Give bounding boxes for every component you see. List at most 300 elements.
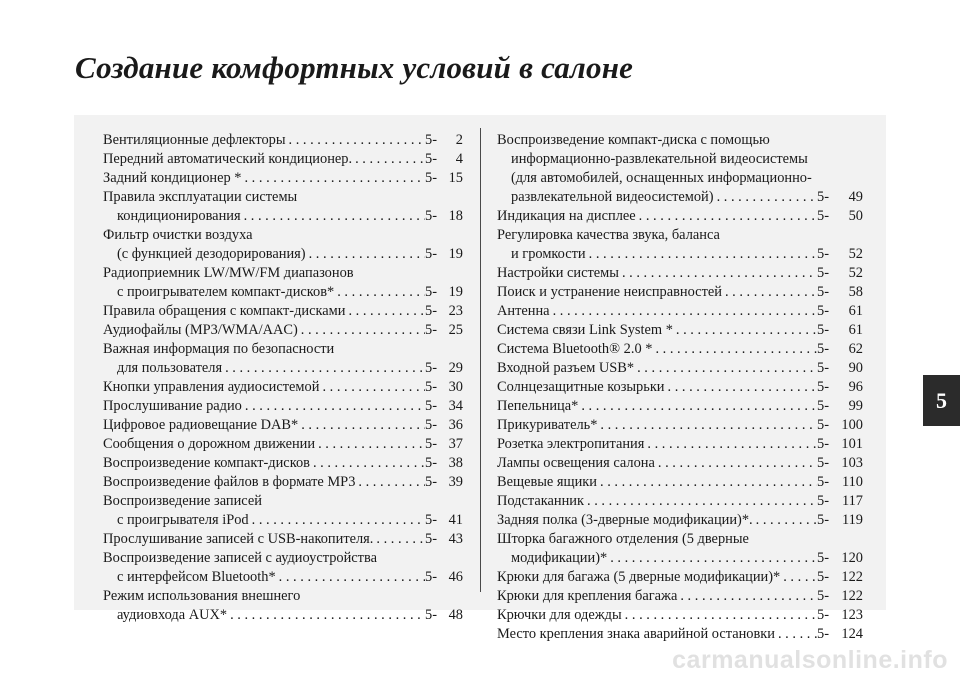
dot-leader	[319, 378, 425, 397]
toc-entry-title: Цифровое радиовещание DAB*	[103, 417, 299, 433]
chapter-prefix: 5-	[425, 322, 437, 338]
chapter-prefix: 5-	[817, 417, 829, 433]
page-number: 110	[841, 474, 863, 490]
toc-entry-title: Вентиляционные дефлекторы	[103, 132, 286, 148]
toc-entry-title: аудиовхода AUX*	[117, 607, 228, 623]
page-number: 41	[448, 512, 463, 528]
dot-leader	[597, 473, 817, 492]
page-reference	[425, 454, 463, 473]
toc-entry-title: Входной разъем USB*	[497, 360, 635, 376]
page-reference	[425, 473, 463, 492]
dot-leader	[222, 359, 425, 378]
toc-entry-line	[103, 587, 463, 606]
toc-entry-line	[497, 359, 863, 378]
page-reference	[425, 568, 463, 587]
toc-entry-line	[497, 150, 863, 169]
chapter-prefix: 5-	[425, 569, 437, 585]
toc-entry[interactable]	[497, 530, 863, 568]
page-number: 39	[448, 474, 463, 490]
toc-entry-title: Солнцезащитные козырьки	[497, 379, 665, 395]
dot-leader	[780, 568, 817, 587]
toc-entry-title: Прослушивание записей с USB-накопителя.	[103, 531, 374, 547]
chapter-prefix: 5-	[425, 360, 437, 376]
toc-entry-line	[497, 568, 863, 587]
toc-entry-title: Подстаканник	[497, 493, 584, 509]
chapter-prefix: 5-	[817, 303, 829, 319]
dot-leader	[607, 549, 817, 568]
dot-leader	[550, 302, 817, 321]
page-number: 18	[448, 208, 463, 224]
page-reference	[425, 321, 463, 340]
dot-leader	[619, 264, 817, 283]
watermark: carmanualsonline.info	[672, 646, 948, 674]
page-number: 19	[448, 246, 463, 262]
toc-entry-line	[103, 245, 463, 264]
toc-entry-title: с проигрывателем компакт-дисков*	[117, 284, 335, 300]
page-number: 58	[848, 284, 863, 300]
page-number: 101	[841, 436, 863, 452]
toc-entry-line	[103, 359, 463, 378]
page-number: 30	[448, 379, 463, 395]
page-number: 4	[455, 151, 463, 167]
toc-entry-title: Регулировка качества звука, баланса	[497, 227, 720, 243]
page-reference	[425, 435, 463, 454]
toc-entry-line	[497, 321, 863, 340]
toc-entry-line	[103, 321, 463, 340]
toc-entry-title: Фильтр очистки воздуха	[103, 227, 253, 243]
dot-leader	[622, 606, 817, 625]
toc-entry[interactable]	[103, 150, 463, 169]
toc-entry-title: Кнопки управления аудиосистемой	[103, 379, 320, 395]
toc-entry[interactable]	[103, 492, 463, 530]
toc-entry[interactable]	[497, 587, 863, 606]
toc-entry[interactable]	[497, 207, 863, 226]
chapter-prefix: 5-	[425, 436, 437, 452]
toc-entry-line	[497, 397, 863, 416]
toc-entry-line	[497, 530, 863, 549]
dot-leader	[249, 511, 425, 530]
toc-entry-line	[497, 416, 863, 435]
page-reference	[817, 568, 863, 587]
page-number: 120	[841, 550, 863, 566]
dot-leader	[665, 378, 817, 397]
page-number: 50	[848, 208, 863, 224]
dot-leader	[241, 169, 425, 188]
toc-entry-line	[103, 416, 463, 435]
page-reference	[425, 530, 463, 549]
toc-entry-title: Задний кондиционер *	[103, 170, 242, 186]
dot-leader	[286, 131, 425, 150]
toc-entry-line	[497, 188, 863, 207]
toc-entry-line	[103, 378, 463, 397]
chapter-prefix: 5-	[817, 588, 829, 604]
dot-leader	[345, 302, 425, 321]
toc-entry-line	[497, 435, 863, 454]
toc-entry-line	[497, 587, 863, 606]
toc-entry-title: Передний автоматический кондиционер.	[103, 151, 353, 167]
dot-leader	[634, 359, 817, 378]
toc-entry[interactable]	[497, 131, 863, 207]
toc-entry-line	[497, 226, 863, 245]
page-number: 61	[848, 303, 863, 319]
toc-entry-title: Прикуриватель*	[497, 417, 598, 433]
dot-leader	[227, 606, 425, 625]
toc-entry[interactable]	[497, 454, 863, 473]
toc-entry-title: (с функцией дезодорирования)	[117, 246, 306, 262]
page-number: 36	[448, 417, 463, 433]
chapter-prefix: 5-	[425, 208, 437, 224]
chapter-prefix: 5-	[817, 474, 829, 490]
page-reference	[817, 473, 863, 492]
toc-entry-line	[103, 302, 463, 321]
chapter-prefix: 5-	[425, 303, 437, 319]
contents-right-column	[497, 131, 863, 644]
toc-entry-title: Правила эксплуатации системы	[103, 189, 298, 205]
dot-leader	[306, 245, 425, 264]
dot-leader	[652, 340, 817, 359]
toc-entry-title: информационно-развлекательной видеосистемы	[511, 151, 808, 167]
toc-entry[interactable]	[497, 492, 863, 511]
toc-entry[interactable]	[103, 264, 463, 302]
page-reference	[817, 283, 863, 302]
toc-entry[interactable]	[103, 549, 463, 587]
toc-entry[interactable]	[497, 606, 863, 625]
dot-leader	[636, 207, 817, 226]
toc-entry-title: Поиск и устранение неисправностей	[497, 284, 722, 300]
chapter-prefix: 5-	[425, 246, 437, 262]
dot-leader	[586, 245, 817, 264]
page-reference	[817, 188, 863, 207]
dot-leader	[355, 473, 425, 492]
toc-entry-line	[103, 169, 463, 188]
page-number: 49	[848, 189, 863, 205]
chapter-prefix: 5-	[817, 398, 829, 414]
page-reference	[817, 435, 863, 454]
toc-entry-title: Розетка электропитания	[497, 436, 645, 452]
chapter-prefix: 5-	[425, 607, 437, 623]
toc-entry-line	[103, 283, 463, 302]
dot-leader	[584, 492, 817, 511]
page-number: 103	[841, 455, 863, 471]
page-number: 90	[848, 360, 863, 376]
toc-entry-title: Система Bluetooth® 2.0 *	[497, 341, 653, 357]
dot-leader	[315, 435, 425, 454]
page-title: Создание комфортных условий в салоне	[75, 50, 634, 85]
dot-leader	[373, 530, 425, 549]
page-reference	[425, 359, 463, 378]
toc-entry-line	[497, 549, 863, 568]
toc-entry-line	[103, 454, 463, 473]
toc-entry-title: Пепельница*	[497, 398, 579, 414]
page-reference	[817, 397, 863, 416]
toc-entry-line	[103, 207, 463, 226]
toc-entry-title: развлекательной видеосистемой)	[511, 189, 714, 205]
page-reference	[425, 606, 463, 625]
dot-leader	[644, 435, 817, 454]
dot-leader	[242, 397, 425, 416]
toc-entry-line	[497, 169, 863, 188]
chapter-prefix: 5-	[425, 512, 437, 528]
page-reference	[817, 378, 863, 397]
page-number: 46	[448, 569, 463, 585]
chapter-prefix: 5-	[817, 360, 829, 376]
toc-entry-line	[497, 283, 863, 302]
toc-entry[interactable]	[103, 416, 463, 435]
toc-entry[interactable]	[497, 625, 863, 644]
page-reference	[425, 131, 463, 150]
chapter-prefix: 5-	[817, 322, 829, 338]
toc-entry[interactable]	[103, 321, 463, 340]
toc-entry-title: Крюки для крепления багажа	[497, 588, 678, 604]
toc-entry[interactable]	[103, 473, 463, 492]
chapter-prefix: 5-	[425, 398, 437, 414]
toc-entry-title: Прослушивание радио	[103, 398, 242, 414]
chapter-prefix: 5-	[425, 284, 437, 300]
dot-leader	[241, 207, 425, 226]
dot-leader	[298, 321, 425, 340]
page-number: 52	[848, 246, 863, 262]
toc-entry-line	[497, 302, 863, 321]
page-reference	[425, 283, 463, 302]
toc-entry[interactable]	[103, 435, 463, 454]
chapter-prefix: 5-	[817, 607, 829, 623]
toc-entry-line	[497, 340, 863, 359]
dot-leader	[655, 454, 817, 473]
toc-entry[interactable]	[497, 378, 863, 397]
toc-entry-line	[103, 549, 463, 568]
page-number: 34	[448, 398, 463, 414]
page-number: 99	[848, 398, 863, 414]
toc-entry-line	[497, 625, 863, 644]
toc-entry[interactable]	[103, 169, 463, 188]
toc-entry-line	[497, 245, 863, 264]
toc-entry-title: Аудиофайлы (MP3/WMA/AAC)	[103, 322, 298, 338]
page-reference	[425, 378, 463, 397]
toc-entry-title: Воспроизведение компакт-дисков	[103, 455, 310, 471]
chapter-prefix: 5-	[425, 417, 437, 433]
page-reference	[425, 245, 463, 264]
toc-entry-line	[497, 473, 863, 492]
toc-entry-title: кондиционирования	[117, 208, 241, 224]
chapter-prefix: 5-	[817, 341, 829, 357]
page-reference	[817, 454, 863, 473]
toc-entry-title: Правила обращения с компакт-дисками	[103, 303, 346, 319]
toc-entry[interactable]	[497, 568, 863, 587]
toc-entry[interactable]	[497, 511, 863, 530]
toc-entry[interactable]	[497, 473, 863, 492]
toc-entry-line	[103, 150, 463, 169]
page-reference	[817, 302, 863, 321]
page-reference	[817, 587, 863, 606]
chapter-tab[interactable]: 5	[923, 375, 960, 426]
chapter-prefix: 5-	[817, 493, 829, 509]
toc-entry[interactable]	[103, 340, 463, 378]
toc-entry-title: для пользователя	[117, 360, 223, 376]
toc-entry-line	[497, 378, 863, 397]
toc-entry-title: с проигрывателя iPod	[117, 512, 249, 528]
toc-entry[interactable]	[103, 530, 463, 549]
toc-entry[interactable]	[497, 397, 863, 416]
dot-leader	[677, 587, 817, 606]
dot-leader	[722, 283, 817, 302]
toc-entry-line	[103, 188, 463, 207]
toc-entry-title: Важная информация по безопасности	[103, 341, 335, 357]
page-reference	[817, 492, 863, 511]
page-reference	[425, 511, 463, 530]
chapter-prefix: 5-	[817, 208, 829, 224]
dot-leader	[753, 511, 817, 530]
toc-entry[interactable]	[497, 264, 863, 283]
toc-entry-line	[103, 568, 463, 587]
page-reference	[425, 169, 463, 188]
toc-entry-line	[103, 226, 463, 245]
chapter-prefix: 5-	[817, 379, 829, 395]
dot-leader	[775, 625, 817, 644]
toc-entry-line	[103, 435, 463, 454]
chapter-prefix: 5-	[817, 284, 829, 300]
chapter-prefix: 5-	[817, 550, 829, 566]
page-number: 23	[448, 303, 463, 319]
toc-entry-line	[103, 492, 463, 511]
toc-entry[interactable]	[103, 188, 463, 226]
dot-leader	[597, 416, 817, 435]
page-number: 123	[841, 607, 863, 623]
toc-entry-line	[103, 511, 463, 530]
page-reference	[425, 397, 463, 416]
toc-entry[interactable]	[497, 416, 863, 435]
toc-entry[interactable]	[497, 226, 863, 264]
toc-entry-line	[497, 207, 863, 226]
page-number: 122	[841, 588, 863, 604]
page-reference	[817, 549, 863, 568]
chapter-prefix: 5-	[425, 151, 437, 167]
toc-entry-line	[497, 131, 863, 150]
toc-entry-title: и громкости	[511, 246, 586, 262]
chapter-prefix: 5-	[817, 455, 829, 471]
toc-entry[interactable]	[103, 378, 463, 397]
toc-entry-title: Настройки системы	[497, 265, 619, 281]
page-number: 43	[448, 531, 463, 547]
dot-leader	[352, 150, 425, 169]
page-number: 29	[448, 360, 463, 376]
page-reference	[425, 207, 463, 226]
chapter-prefix: 5-	[425, 132, 437, 148]
toc-entry[interactable]	[103, 587, 463, 625]
page-number: 37	[448, 436, 463, 452]
toc-entry[interactable]	[103, 226, 463, 264]
dot-leader	[673, 321, 817, 340]
toc-entry-line	[103, 340, 463, 359]
page-number: 117	[841, 493, 863, 509]
toc-entry-title: (для автомобилей, оснащенных информационно-	[511, 170, 812, 186]
toc-entry-title: Воспроизведение записей с аудиоустройства	[103, 550, 377, 566]
dot-leader	[298, 416, 425, 435]
chapter-prefix: 5-	[425, 455, 437, 471]
toc-entry[interactable]	[497, 302, 863, 321]
toc-entry-title: Сообщения о дорожном движении	[103, 436, 316, 452]
toc-entry-line	[103, 606, 463, 625]
toc-entry-line	[103, 131, 463, 150]
toc-entry-title: с интерфейсом Bluetooth*	[117, 569, 276, 585]
page-number: 19	[448, 284, 463, 300]
page-reference	[817, 245, 863, 264]
toc-entry-line	[103, 264, 463, 283]
toc-entry-title: модификации)*	[511, 550, 608, 566]
page-reference	[817, 264, 863, 283]
toc-entry[interactable]	[497, 359, 863, 378]
page-reference	[817, 340, 863, 359]
page-number: 62	[848, 341, 863, 357]
dot-leader	[714, 188, 817, 207]
page-number: 122	[841, 569, 863, 585]
page-number: 124	[841, 626, 863, 642]
toc-entry[interactable]	[103, 454, 463, 473]
chapter-prefix: 5-	[425, 474, 437, 490]
toc-entry-line	[103, 473, 463, 492]
toc-entry-line	[497, 511, 863, 530]
toc-entry-line	[497, 454, 863, 473]
toc-entry-title: Крючки для одежды	[497, 607, 622, 623]
chapter-prefix: 5-	[817, 189, 829, 205]
page-number: 38	[448, 455, 463, 471]
page-number: 119	[841, 512, 863, 528]
page-reference	[817, 207, 863, 226]
page-reference	[817, 359, 863, 378]
toc-entry-title: Крюки для багажа (5 дверные модификации)*	[497, 569, 781, 585]
chapter-prefix: 5-	[817, 626, 829, 642]
page-number: 52	[848, 265, 863, 281]
dot-leader	[310, 454, 425, 473]
toc-entry-title: Лампы освещения салона	[497, 455, 655, 471]
page-reference	[425, 302, 463, 321]
toc-entry[interactable]	[103, 397, 463, 416]
toc-entry-line	[497, 606, 863, 625]
chapter-prefix: 5-	[817, 436, 829, 452]
page-reference	[425, 416, 463, 435]
dot-leader	[334, 283, 425, 302]
toc-entry-line	[103, 397, 463, 416]
dot-leader	[276, 568, 425, 587]
page-number: 25	[448, 322, 463, 338]
toc-entry[interactable]	[497, 435, 863, 454]
page-reference	[817, 511, 863, 530]
toc-entry[interactable]	[497, 321, 863, 340]
toc-entry[interactable]	[497, 283, 863, 302]
page-reference	[817, 321, 863, 340]
toc-entry-title: Радиоприемник LW/MW/FM диапазонов	[103, 265, 354, 281]
toc-entry-title: Индикация на дисплее	[497, 208, 636, 224]
toc-entry-line	[103, 530, 463, 549]
contents-left-column	[103, 131, 463, 625]
toc-entry-line	[497, 264, 863, 283]
chapter-prefix: 5-	[817, 246, 829, 262]
toc-entry[interactable]	[103, 302, 463, 321]
toc-entry-title: Воспроизведение записей	[103, 493, 262, 509]
page-number: 2	[455, 132, 463, 148]
page-reference	[817, 416, 863, 435]
toc-entry-title: Антенна	[497, 303, 550, 319]
toc-entry-title: Шторка багажного отделения (5 дверные	[497, 531, 749, 547]
toc-entry-title: Воспроизведение файлов в формате MP3	[103, 474, 356, 490]
toc-entry[interactable]	[497, 340, 863, 359]
toc-entry-title: Задняя полка (3-дверные модификации)*.	[497, 512, 753, 528]
page-number: 96	[848, 379, 863, 395]
toc-entry[interactable]	[103, 131, 463, 150]
chapter-prefix: 5-	[817, 569, 829, 585]
chapter-prefix: 5-	[425, 531, 437, 547]
dot-leader	[578, 397, 817, 416]
page-reference	[425, 150, 463, 169]
